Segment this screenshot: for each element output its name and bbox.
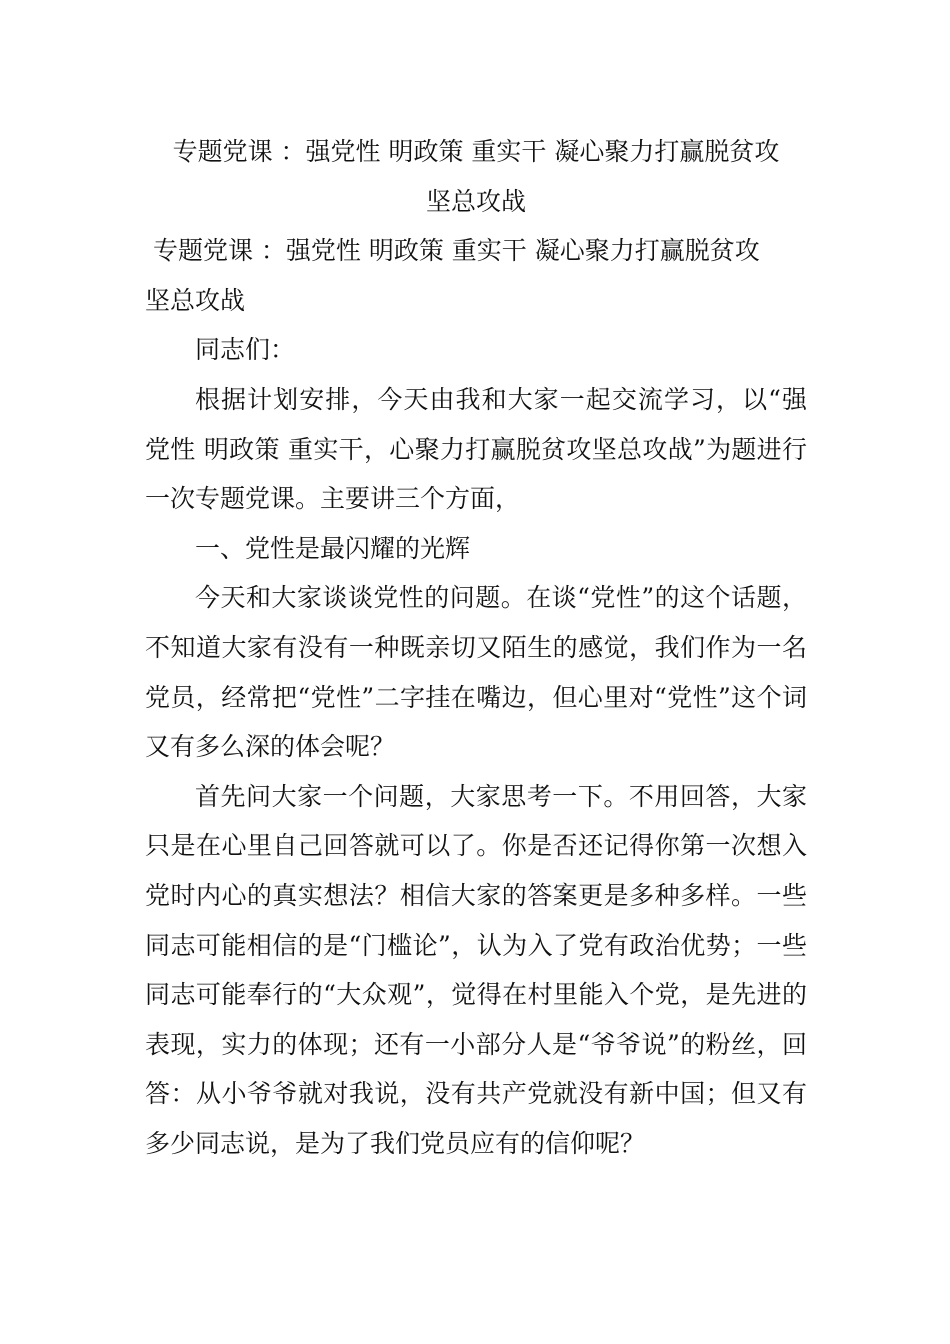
greeting: 同志们：	[195, 335, 296, 365]
paragraph-intro: 根据计划安排，今天由我和大家一起交流学习，以“强党性 明政策 重实干，心聚力打赢脱贫攻坚总攻战”为题进行一次专题党课。主要讲三个方面，	[145, 384, 807, 514]
subtitle-line-2: 坚总攻战	[145, 285, 246, 315]
title-line-2: 坚总攻战	[425, 186, 526, 216]
section-heading-1: 一、党性是最闪耀的光辉	[195, 533, 471, 563]
document-subtitle	[145, 226, 807, 325]
document-title	[145, 127, 807, 226]
paragraph-party-spirit: 今天和大家谈谈党性的问题。在谈“党性”的这个话题，不知道大家有没有一种既亲切又陌生的感觉，我们作为一名党员，经常把“党性”二字挂在嘴边，但心里对“党性”这个词又有多么深的体会呢？	[145, 583, 807, 762]
document-page	[145, 127, 807, 1168]
title-line-1: 专题党课 ：强党性 明政策 重实干 凝心聚力打赢脱贫攻	[172, 137, 780, 166]
subtitle-line-1: 专题党课 ：强党性 明政策 重实干 凝心聚力打赢脱贫攻	[145, 236, 760, 266]
paragraph-question: 首先问大家一个问题，大家思考一下。不用回答，大家只是在心里自己回答就可以了。你是否还记得你第一次想入党时内心的真实想法？相信大家的答案更是多种多样。一些同志可能相信的是“门槛论”，认为入了党有政治优势；一些同志可能奉行的“大众观”，觉得在村里能入个党，是先进的表现，实力的体现；还有一小部分人是“爷爷说”的粉丝，回答：从小爷爷就对我说，没有共产党就没有新中国；但又有多少同志说，是为了我们党员应有的信仰呢？	[145, 781, 807, 1158]
